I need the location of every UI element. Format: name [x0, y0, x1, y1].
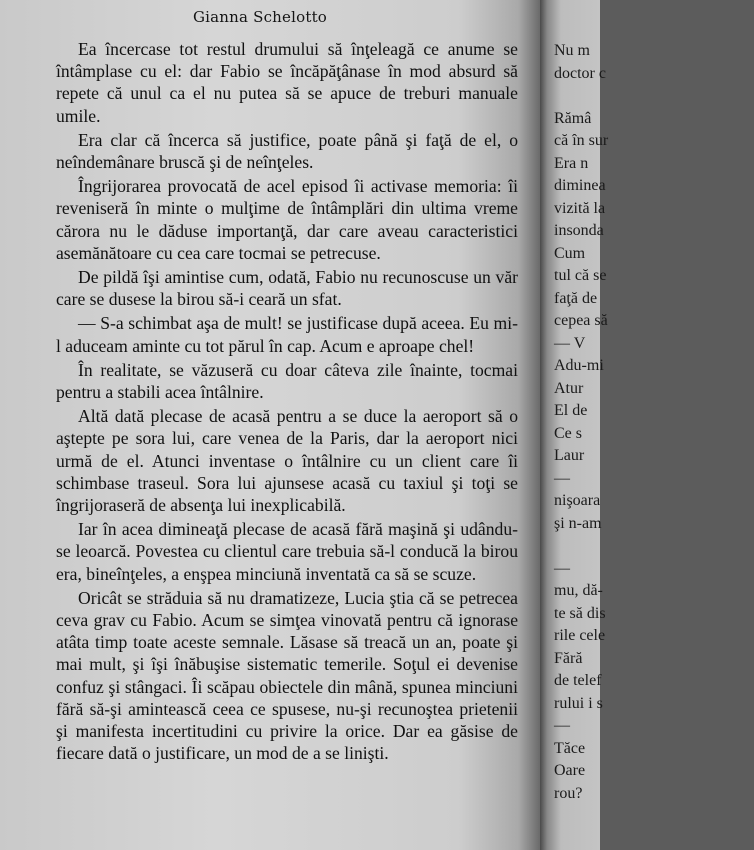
- right-page-line: Adu-mi: [554, 357, 604, 374]
- right-page-line: Tăce: [554, 739, 586, 757]
- right-page-line: Ce s: [554, 424, 582, 442]
- right-page-line: Laur: [554, 447, 585, 464]
- right-page-line: nişoara: [554, 492, 601, 509]
- paragraph: În realitate, se văzuseră cu doar câteva zile înainte, tocmai pentru a stabili acea întâlnire.: [56, 359, 518, 403]
- paragraph: Îngrijorarea provocată de acel episod îi activase memoria: îi reveniseră în minte o mulţime de întâmplări din ultima vreme cărora nu le dăduse importanţă, dar care aveau caracteristici asemănătoare cu cea care tocmai se petrecuse.: [56, 176, 518, 263]
- right-page-line: Oare: [554, 762, 586, 779]
- right-page-line: şi n-am: [554, 514, 602, 532]
- right-page-line: că în sur: [554, 132, 609, 149]
- paragraph: Iar în acea dimineaţă plecase de acasă fără maşină şi udându-se leoarcă. Povestea cu clientul care trebuia să-l conducă la birou era, bineînţeles, a enşpea minciună inventată ca să se scuze.: [56, 519, 518, 584]
- right-page-fragments: [554, 40, 754, 805]
- body-text: [56, 38, 518, 765]
- paragraph: — S-a schimbat aşa de mult! se justificase după aceea. Eu mi-l aduceam aminte cu tot părul în cap. Acum e aproape chel!: [56, 313, 518, 356]
- right-page-line: insonda: [554, 222, 604, 239]
- right-page-line: mu, dă-: [554, 582, 603, 599]
- right-page-line: El de: [554, 402, 588, 419]
- right-page-line: vizită la: [554, 199, 606, 217]
- right-page-line: Fără: [554, 649, 583, 667]
- right-page-line: diminea: [554, 177, 606, 194]
- right-page-line: rou?: [554, 784, 583, 802]
- right-page-line: te să dis: [554, 604, 606, 622]
- paragraph: Oricât se străduia să nu dramatizeze, Lucia ştia că se petrecea ceva grav cu Fabio. Acum se simţea vinovată pentru că ignorase atâta timp toate aceste semnale. Lăsase să treacă un an, poate şi mai mult, şi îşi înăbuşise sistematic temerile. Soţul ei devenise confuz şi stângaci. Îi scăpau obiectele din mână, spunea minciuni fără să-şi amintească ceea ce spusese, nu-şi recunoştea prietenii şi manifesta incertitudini cu privire la orice. Dar ea găsise de fiecare dată o justificare, un mod de a se linişti.: [56, 587, 518, 764]
- paragraph: Altă dată plecase de acasă pentru a se duce la aeroport să o aştepte pe sora lui, care venea de la Paris, dar la aeroport nici urmă de el. Atunci inventase o întâlnire cu un client care îi schimbase traseul. Sora lui ajunsese acasă cu taxiul şi toţi se îngrijoraseră de absenţa lui inexplicabilă.: [56, 406, 518, 516]
- right-page-line: —: [554, 559, 570, 577]
- right-page-line: Nu m: [554, 42, 590, 59]
- right-page-line: —: [554, 469, 570, 487]
- right-page-line: Era n: [554, 154, 589, 172]
- right-page-line: [554, 85, 754, 108]
- paragraph: De pildă îşi amintise cum, odată, Fabio nu recunoscuse un văr care se dusese la birou să-i ceară un sfat.: [56, 267, 518, 310]
- right-page-line: cepea să: [554, 312, 608, 329]
- right-page-line: rile cele: [554, 627, 606, 644]
- right-page-line: Rămâ: [554, 109, 592, 127]
- right-page-edge: [540, 0, 609, 850]
- running-head: Gianna Schelotto: [192, 8, 328, 26]
- right-page-line: de telef: [554, 672, 602, 689]
- right-page-line: tul că se: [554, 267, 607, 284]
- right-page-line: rului i s: [554, 694, 603, 712]
- right-page-line: doctor c: [554, 64, 606, 82]
- right-page-line: Atur: [554, 379, 584, 397]
- right-page-line: — V: [554, 334, 586, 352]
- paragraph: Era clar că încerca să justifice, poate până şi faţă de el, o neîndemânare bruscă şi de neînţeles.: [56, 129, 518, 173]
- right-page-line: faţă de: [554, 289, 598, 307]
- right-page-line: Cum: [554, 244, 586, 262]
- right-page-line: [554, 535, 754, 558]
- right-page-line: —: [554, 717, 570, 734]
- paragraph: Ea încercase tot restul drumului să înţeleagă ce anume se întâmplase cu el: dar Fabio se încăpăţânase în mod absurd să repete că unul ca el nu putea să se apuce de treburi manuale umile.: [56, 39, 518, 126]
